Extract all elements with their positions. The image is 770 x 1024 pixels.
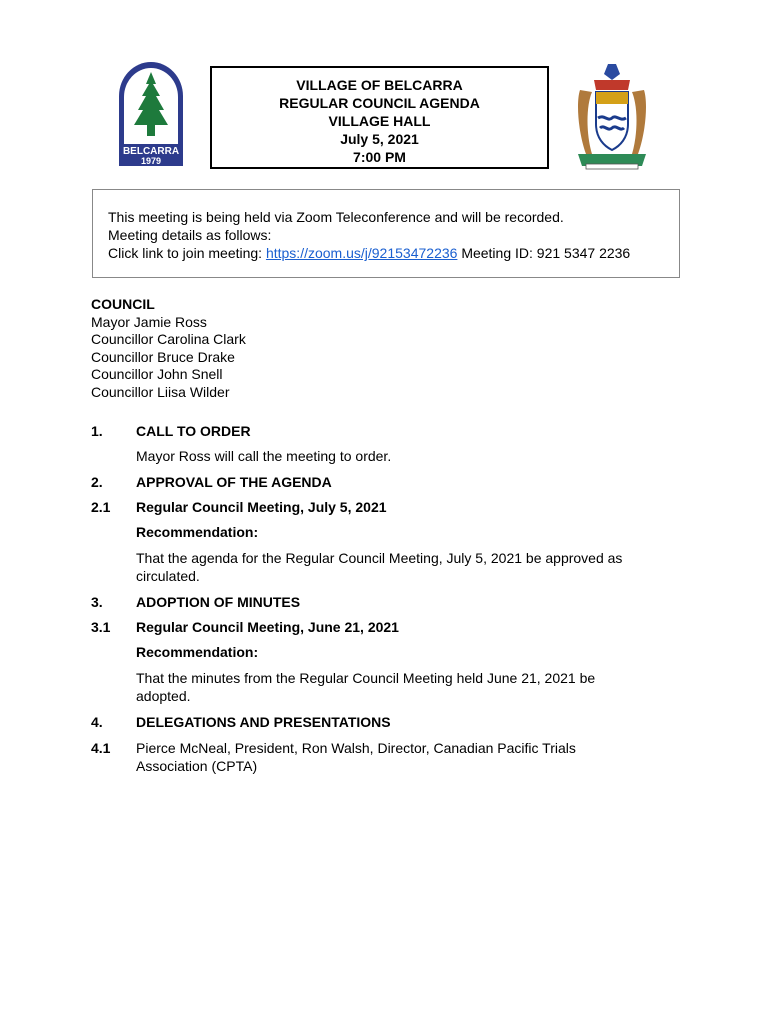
- recommendation-label: Recommendation:: [136, 524, 259, 540]
- item-body: Mayor Ross will call the meeting to order.: [136, 448, 392, 464]
- item-number: 3.: [91, 594, 103, 610]
- item-number: 3.1: [91, 619, 111, 635]
- delegation-text: Association (CPTA): [136, 758, 258, 774]
- item-number: 2.: [91, 474, 103, 490]
- council-member: Councillor John Snell: [91, 366, 223, 383]
- agenda-title-box: [210, 66, 549, 169]
- zoom-notice-box: [92, 189, 680, 278]
- coat-of-arms: [572, 62, 652, 170]
- item-title: CALL TO ORDER: [136, 423, 251, 439]
- item-title: DELEGATIONS AND PRESENTATIONS: [136, 714, 391, 730]
- notice-line-2: Meeting details as follows:: [108, 227, 272, 243]
- council-heading: COUNCIL: [91, 296, 155, 312]
- recommendation-text: adopted.: [136, 688, 191, 704]
- svg-text:BELCARRA: BELCARRA: [122, 146, 180, 157]
- delegation-text: Pierce McNeal, President, Ron Walsh, Director, Canadian Pacific Trials: [136, 740, 576, 756]
- item-title: Regular Council Meeting, June 21, 2021: [136, 619, 399, 635]
- council-member: Councillor Bruce Drake: [91, 348, 235, 365]
- recommendation-text: That the minutes from the Regular Council Meeting held June 21, 2021 be: [136, 670, 596, 686]
- council-list: [91, 296, 246, 402]
- council-member: Councillor Liisa Wilder: [91, 383, 230, 400]
- item-title: Regular Council Meeting, July 5, 2021: [136, 499, 387, 515]
- council-member: Councillor Carolina Clark: [91, 331, 246, 348]
- meeting-id: Meeting ID: 921 5347 2236: [461, 245, 631, 261]
- title-line-2: REGULAR COUNCIL AGENDA: [279, 95, 480, 111]
- svg-text:1979: 1979: [140, 156, 162, 166]
- council-member: Mayor Jamie Ross: [91, 313, 207, 330]
- recommendation-label: Recommendation:: [136, 644, 259, 660]
- recommendation-text: circulated.: [136, 568, 200, 584]
- item-title: ADOPTION OF MINUTES: [136, 594, 301, 610]
- title-line-1: VILLAGE OF BELCARRA: [296, 77, 463, 93]
- item-number: 1.: [91, 423, 103, 439]
- title-line-3: VILLAGE HALL: [328, 113, 431, 129]
- notice-line-1: This meeting is being held via Zoom Teleconference and will be recorded.: [108, 209, 564, 225]
- meeting-time: 7:00 PM: [353, 149, 406, 165]
- item-title: APPROVAL OF THE AGENDA: [136, 474, 332, 490]
- item-number: 4.1: [91, 740, 111, 756]
- item-number: 2.1: [91, 499, 111, 515]
- item-number: 4.: [91, 714, 103, 730]
- meeting-date: July 5, 2021: [340, 131, 419, 147]
- join-prefix: Click link to join meeting:: [108, 245, 263, 261]
- zoom-meeting-link[interactable]: https://zoom.us/j/92153472236: [265, 245, 458, 261]
- recommendation-text: That the agenda for the Regular Council Meeting, July 5, 2021 be approved as: [136, 550, 623, 566]
- notice-line-3: [108, 244, 679, 262]
- belcarra-logo: [117, 60, 185, 168]
